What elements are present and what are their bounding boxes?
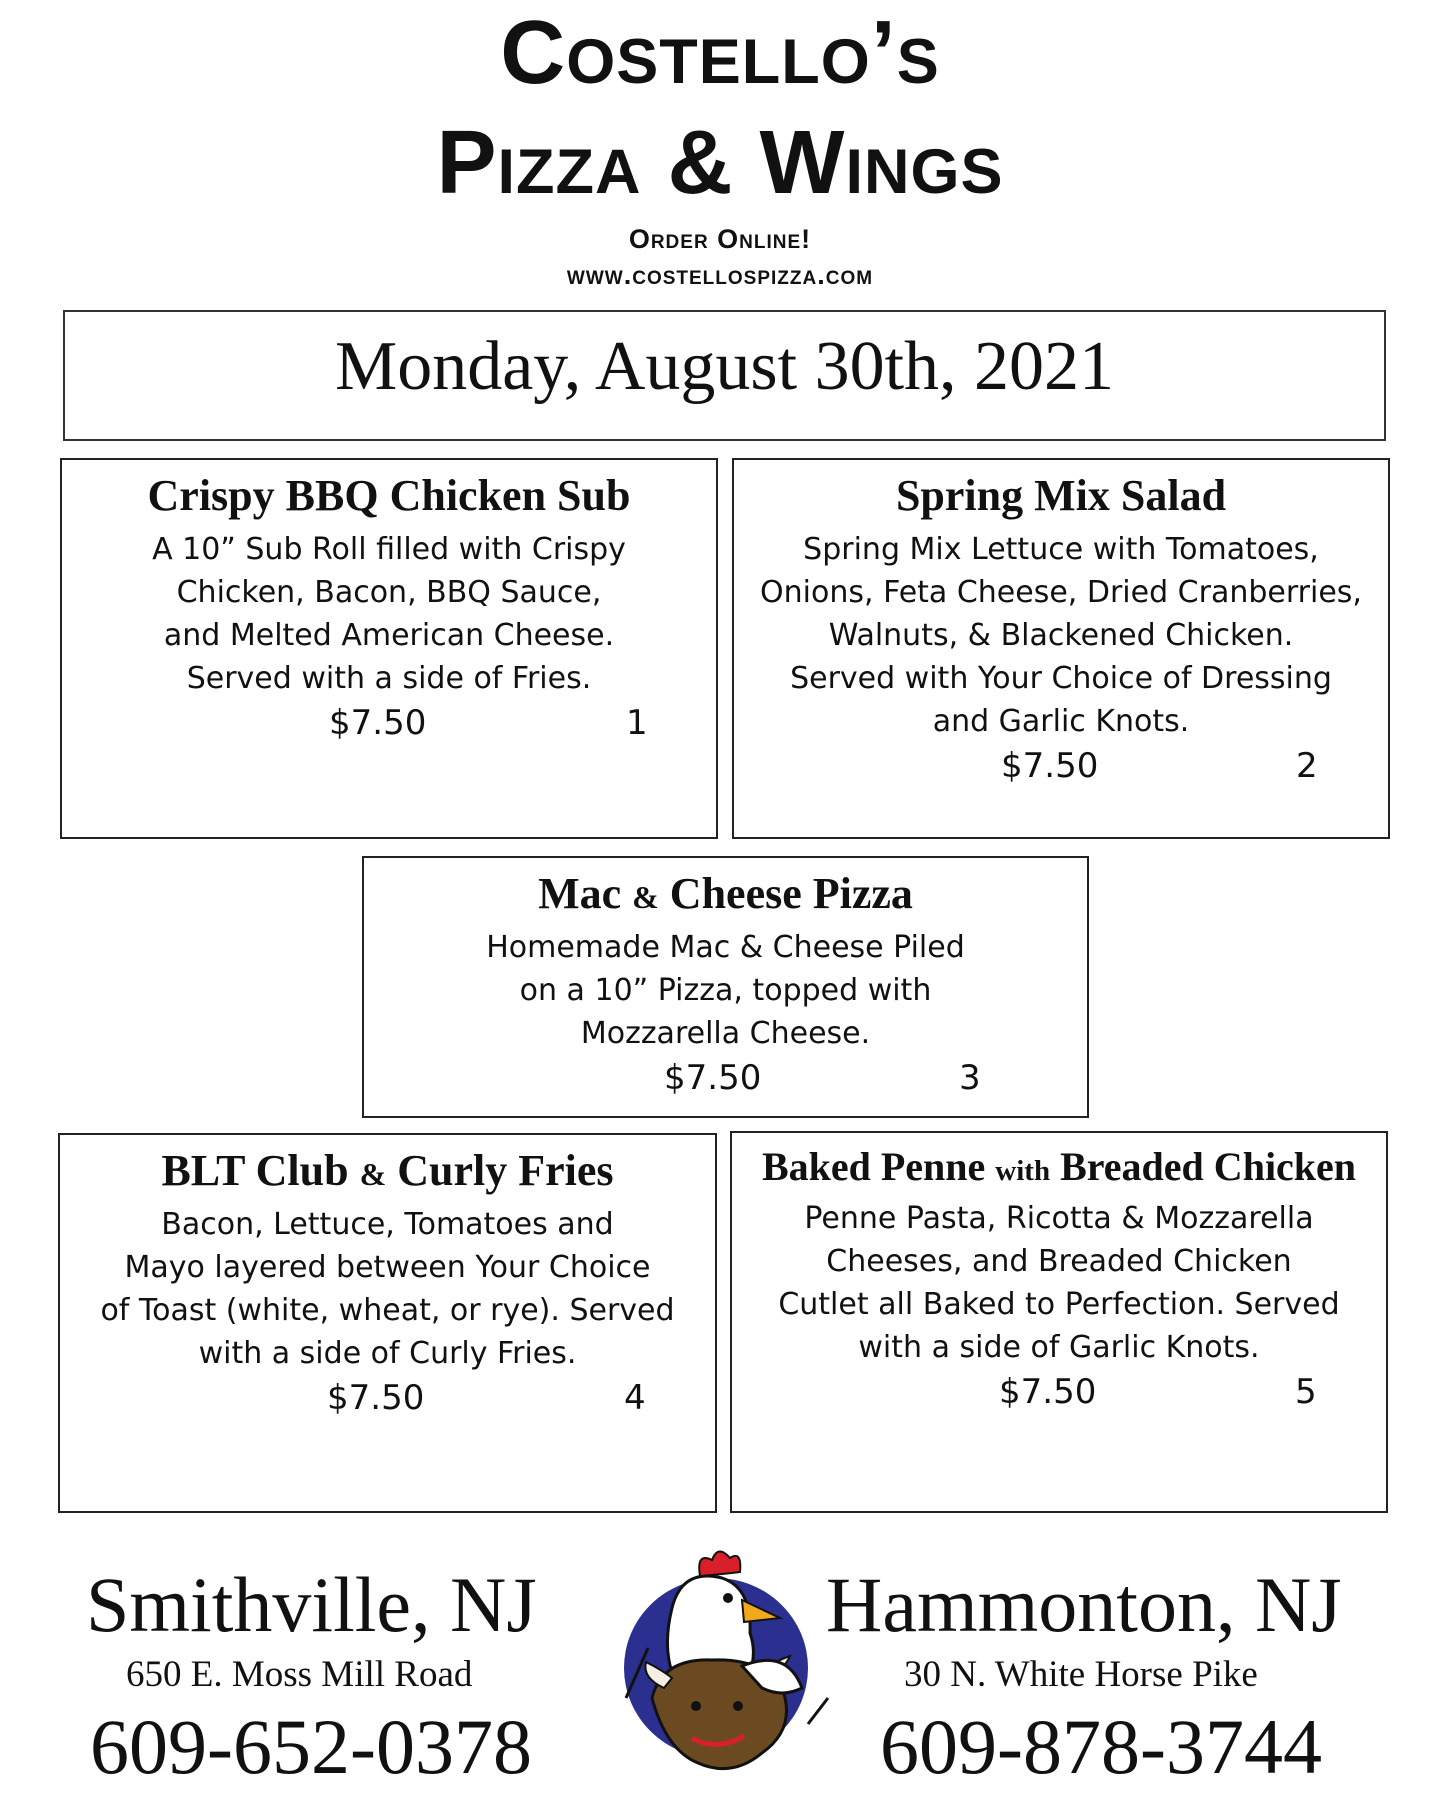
location-address-hammonton: 30 N. White Horse Pike — [904, 1654, 1258, 1695]
special-number: 4 — [624, 1378, 646, 1418]
special-title: Crispy BBQ Chicken Sub — [147, 471, 631, 520]
special-title: Mac & Cheese Pizza — [538, 869, 913, 918]
special-number: 1 — [626, 703, 648, 743]
special-description: Bacon, Lettuce, Tomatoes and Mayo layered between Your Choice of Toast (white, wheat, or rye). Served with a side of Curly Fries. — [100, 1207, 675, 1371]
location-phone-hammonton[interactable]: 609-878-3744 — [880, 1703, 1322, 1790]
menu-date: Monday, August 30th, 2021 — [334, 327, 1115, 405]
special-price: $7.50 — [1001, 746, 1099, 786]
special-description: Penne Pasta, Ricotta & Mozzarella Cheeses, and Breaded Chicken Cutlet all Baked to Perfection. Served with a side of Garlic Knots. — [778, 1201, 1340, 1365]
special-price: $7.50 — [327, 1378, 425, 1418]
price-row — [364, 1055, 1087, 1101]
location-city-smithville: Smithville, NJ — [86, 1561, 537, 1648]
price-row — [734, 743, 1388, 789]
price-row — [60, 1375, 715, 1421]
special-number: 3 — [959, 1058, 981, 1098]
special-number: 5 — [1295, 1372, 1317, 1412]
location-city-hammonton: Hammonton, NJ — [826, 1561, 1342, 1648]
special-description: Spring Mix Lettuce with Tomatoes, Onions, Feta Cheese, Dried Cranberries, Walnuts, & Blackened Chicken. Served with Your Choice of Dressing and Garlic Knots. — [760, 532, 1362, 739]
special-description: A 10” Sub Roll filled with Crispy Chicken, Bacon, BBQ Sauce, and Melted American Cheese. Served with a side of Fries. — [152, 532, 626, 696]
special-price: $7.50 — [329, 703, 427, 743]
special-number: 2 — [1296, 746, 1318, 786]
price-row — [62, 700, 716, 746]
special-card-1 — [60, 458, 718, 839]
restaurant-name-line2: Pizza & Wings — [436, 113, 1004, 213]
chicken-buffalo-mascot-icon — [612, 1538, 844, 1786]
special-card-3 — [362, 856, 1089, 1118]
date-box — [63, 310, 1386, 441]
price-row — [732, 1369, 1386, 1415]
order-online-text: Order Online! — [628, 224, 812, 254]
location-phone-smithville[interactable]: 609-652-0378 — [90, 1703, 532, 1790]
special-title: Spring Mix Salad — [895, 471, 1227, 520]
restaurant-name-line1: Costello’s — [500, 3, 940, 103]
special-title: Baked Penne with Breaded Chicken — [761, 1144, 1357, 1189]
special-card-2 — [732, 458, 1390, 839]
special-card-5 — [730, 1131, 1388, 1513]
special-price: $7.50 — [664, 1058, 762, 1098]
special-price: $7.50 — [999, 1372, 1097, 1412]
special-title: BLT Club & Curly Fries — [161, 1146, 614, 1195]
location-address-smithville: 650 E. Moss Mill Road — [126, 1654, 473, 1695]
special-description: Homemade Mac & Cheese Piled on a 10” Pizza, topped with Mozzarella Cheese. — [486, 930, 965, 1051]
website-link[interactable]: www.costellospizza.com — [566, 260, 874, 290]
special-card-4 — [58, 1133, 717, 1513]
